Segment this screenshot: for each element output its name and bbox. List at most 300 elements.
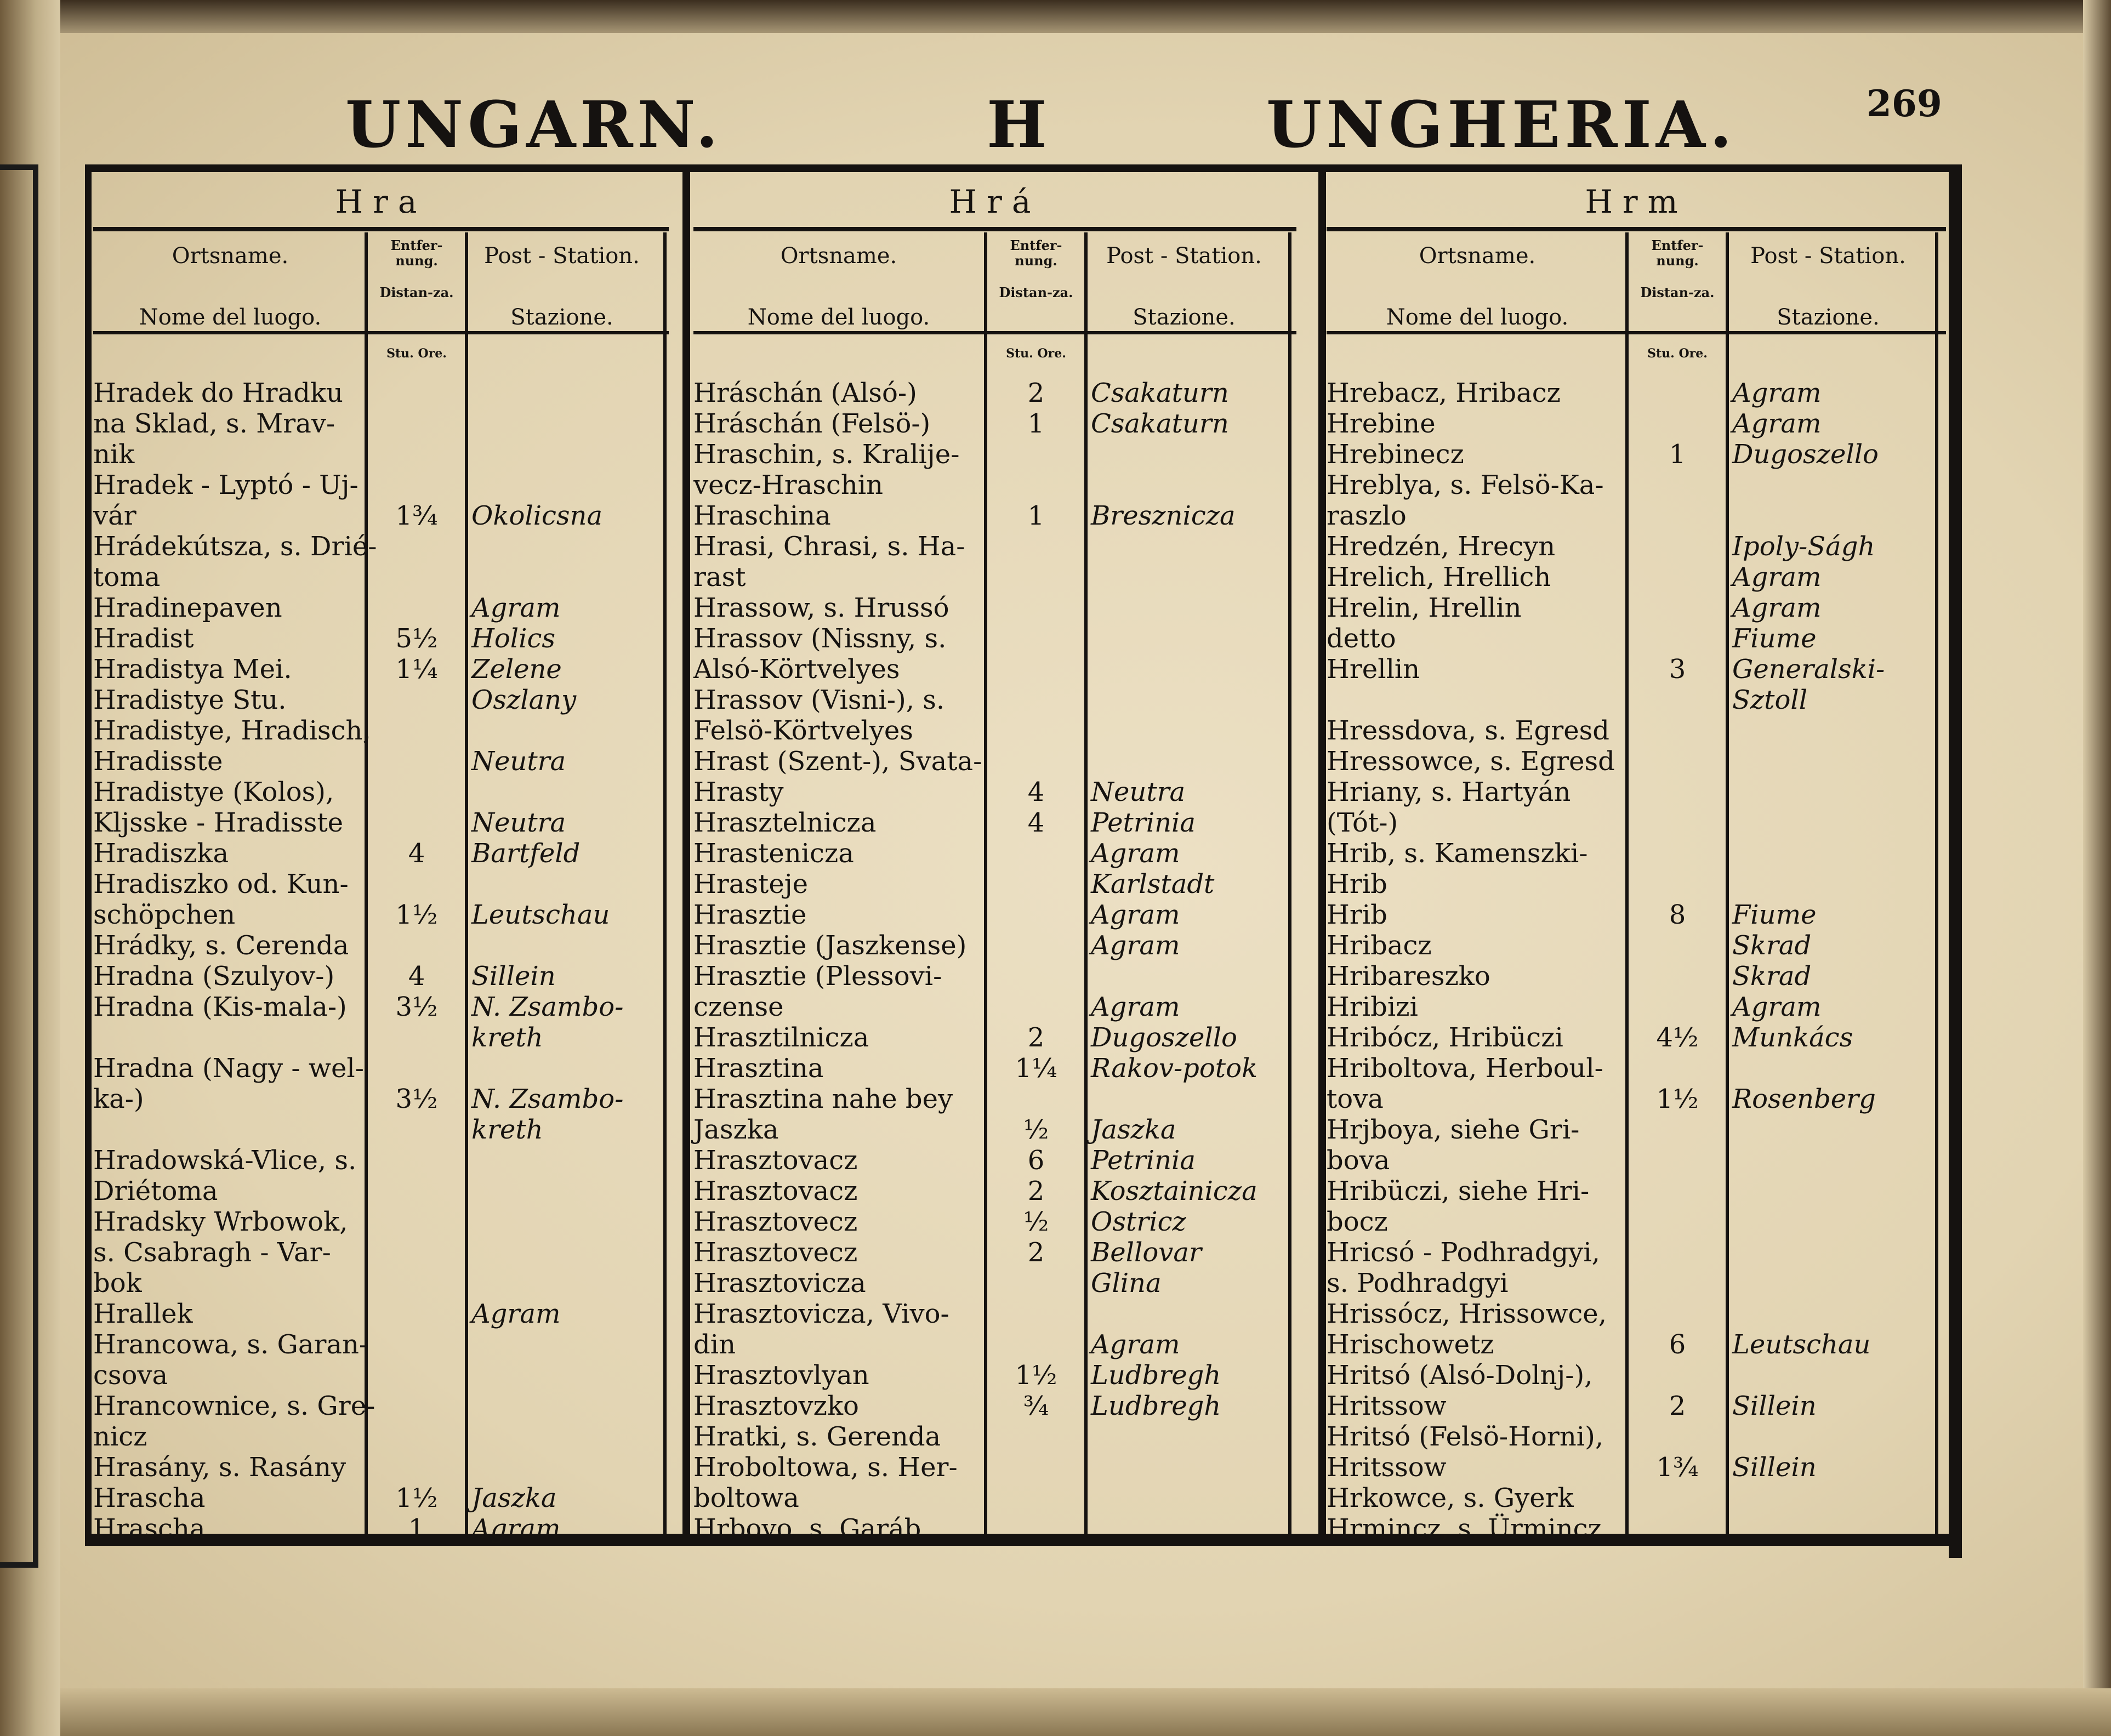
distance-value: 4 bbox=[408, 961, 425, 992]
page-right-edge bbox=[2083, 0, 2111, 1736]
column-rule bbox=[1288, 232, 1291, 1534]
table-row bbox=[693, 531, 1277, 562]
table-row bbox=[93, 470, 652, 500]
distance-value: 1¼ bbox=[395, 654, 438, 685]
table-row bbox=[93, 746, 652, 777]
place-name: Hriboltova, Herboul- bbox=[1327, 1053, 1603, 1084]
post-station: Rosenberg bbox=[1732, 1084, 1876, 1114]
section-title: Hrm bbox=[1585, 183, 1688, 220]
post-station: Sztoll bbox=[1732, 685, 1808, 715]
table-row bbox=[93, 1391, 652, 1421]
post-station: Ludbregh bbox=[1091, 1391, 1221, 1421]
section-title: Hra bbox=[335, 183, 427, 220]
place-name: Hrasztie (Plessovi- bbox=[693, 961, 942, 992]
post-station: Generalski- bbox=[1732, 654, 1885, 685]
post-station: Agram bbox=[1732, 593, 1822, 623]
place-name: Hradistye Stu. bbox=[93, 685, 287, 715]
table-row bbox=[93, 900, 652, 930]
running-head-right: UNGHERIA. bbox=[1266, 88, 1737, 162]
header-place-name-de: Ortsname. bbox=[780, 243, 897, 269]
place-name: Hrib bbox=[1327, 869, 1387, 900]
post-station: Rakov-potok bbox=[1091, 1053, 1258, 1084]
place-name: Hrkowce, s. Gyerk bbox=[1327, 1483, 1574, 1513]
place-name: Alsó-Körtvelyes bbox=[693, 654, 900, 685]
place-name: raszlo bbox=[1327, 500, 1407, 531]
place-name: Hradistye (Kolos), bbox=[93, 777, 334, 807]
place-name: Hrib, s. Kamenszki- bbox=[1327, 838, 1588, 869]
place-name: Hressowce, s. Egresd bbox=[1327, 746, 1615, 777]
table-row bbox=[693, 1421, 1277, 1452]
place-name: Kljsske - Hradisste bbox=[93, 807, 344, 838]
table-row bbox=[93, 1452, 652, 1483]
place-name: Hredzén, Hrecyn bbox=[1327, 531, 1556, 562]
post-station: Jaszka bbox=[1091, 1114, 1176, 1145]
table-row bbox=[1327, 807, 1924, 838]
place-name: Hrasány, s. Rasány bbox=[93, 1452, 346, 1483]
table-row bbox=[1327, 470, 1924, 500]
post-station: Zelene bbox=[471, 654, 562, 685]
table-row bbox=[93, 838, 652, 869]
place-name: Hrellin bbox=[1327, 654, 1420, 685]
table-row bbox=[93, 961, 652, 992]
place-name: Hrelin, Hrellin bbox=[1327, 593, 1522, 623]
place-name: Hrasztovicza bbox=[693, 1268, 866, 1299]
table-row bbox=[693, 838, 1277, 869]
header-rule bbox=[1327, 331, 1946, 334]
distance-value: 1¾ bbox=[1656, 1452, 1699, 1483]
distance-value: 1¾ bbox=[395, 500, 438, 531]
table-row bbox=[93, 378, 652, 408]
place-name: Hrádekútsza, s. Drié- bbox=[93, 531, 377, 562]
table-row bbox=[693, 439, 1277, 470]
header-post-station bbox=[471, 243, 652, 330]
table-row bbox=[693, 1329, 1277, 1360]
post-station: Agram bbox=[1732, 378, 1822, 408]
place-name: Hrasty bbox=[693, 777, 784, 807]
place-name: na Sklad, s. Mrav- bbox=[93, 408, 335, 439]
table-row bbox=[93, 439, 652, 470]
post-station: N. Zsambo- bbox=[471, 1084, 624, 1114]
table-row bbox=[93, 562, 652, 593]
post-station: Ostricz bbox=[1091, 1206, 1186, 1237]
table-row bbox=[693, 992, 1277, 1022]
post-station: Sillein bbox=[471, 961, 556, 992]
post-station: Bellovar bbox=[1091, 1237, 1202, 1268]
table-row bbox=[1327, 715, 1924, 746]
header-post-station-it: Stazione. bbox=[510, 305, 613, 330]
place-name: Hrischowetz bbox=[1327, 1329, 1494, 1360]
table-row bbox=[693, 1452, 1277, 1483]
distance-value: ½ bbox=[1023, 1206, 1049, 1237]
place-name: Hradna (Szulyov-) bbox=[93, 961, 335, 992]
distance-value: 1¼ bbox=[1015, 1053, 1057, 1084]
table-row bbox=[1327, 746, 1924, 777]
table-row bbox=[1327, 623, 1924, 654]
table-row bbox=[1327, 654, 1924, 685]
table-row bbox=[93, 1329, 652, 1360]
table-row bbox=[693, 1299, 1277, 1329]
place-name: Hribizi bbox=[1327, 992, 1418, 1022]
distance-value: ½ bbox=[1023, 1114, 1049, 1145]
table-row bbox=[1327, 1299, 1924, 1329]
place-name: rast bbox=[693, 562, 746, 593]
place-name: Hradistye, Hradisch, bbox=[93, 715, 371, 746]
place-name: Hrasteje bbox=[693, 869, 809, 900]
table-row bbox=[93, 1483, 652, 1513]
place-name: Hribüczi, siehe Hri- bbox=[1327, 1176, 1590, 1206]
table-row bbox=[1327, 838, 1924, 869]
place-name: Hressdova, s. Egresd bbox=[1327, 715, 1609, 746]
table-row bbox=[93, 500, 652, 531]
place-name: vár bbox=[93, 500, 136, 531]
section-title-rule bbox=[93, 227, 669, 231]
table-row bbox=[1327, 1176, 1924, 1206]
post-station: Bresznicza bbox=[1091, 500, 1236, 531]
header-place-name bbox=[693, 243, 984, 330]
table-row bbox=[693, 746, 1277, 777]
place-name: Hraschina bbox=[693, 500, 831, 531]
header-post-station bbox=[1732, 243, 1924, 330]
post-station: Oszlany bbox=[471, 685, 577, 715]
place-name: Driétoma bbox=[93, 1176, 218, 1206]
place-name: Hreblya, s. Felsö-Ka- bbox=[1327, 470, 1604, 500]
table-row bbox=[693, 777, 1277, 807]
place-name: Hrissócz, Hrissowce, bbox=[1327, 1299, 1607, 1329]
section-title: Hrá bbox=[949, 183, 1041, 220]
table-row bbox=[693, 1237, 1277, 1268]
place-name: Hradna (Nagy - wel- bbox=[93, 1053, 364, 1084]
table-row bbox=[693, 1176, 1277, 1206]
table-row bbox=[93, 1053, 652, 1084]
section-title-rule bbox=[1327, 227, 1946, 231]
place-name: Hradisste bbox=[93, 746, 223, 777]
header-distance bbox=[1631, 238, 1724, 300]
table-row bbox=[1327, 408, 1924, 439]
header-post-station-de: Post - Station. bbox=[1750, 243, 1906, 269]
place-name: Hritssow bbox=[1327, 1452, 1447, 1483]
running-head-left: UNGARN. bbox=[345, 88, 722, 162]
place-name: Hradsky Wrbowok, bbox=[93, 1206, 348, 1237]
post-station: Agram bbox=[1732, 992, 1822, 1022]
distance-value: 2 bbox=[1027, 1237, 1045, 1268]
place-name: Hrbovo, s. Garáb bbox=[693, 1513, 921, 1544]
table-row bbox=[1327, 531, 1924, 562]
header-post-station bbox=[1091, 243, 1277, 330]
table-row bbox=[93, 1114, 652, 1145]
table-row bbox=[1327, 1452, 1924, 1483]
table-row bbox=[1327, 1268, 1924, 1299]
table-frame-right-border bbox=[1949, 164, 1962, 1558]
post-station: Glina bbox=[1091, 1268, 1162, 1299]
table-row bbox=[1327, 1329, 1924, 1360]
place-name: Hrasztovacz bbox=[693, 1176, 858, 1206]
table-row bbox=[1327, 777, 1924, 807]
table-row bbox=[1327, 378, 1924, 408]
header-place-name bbox=[93, 243, 367, 330]
place-name: Hradiszko od. Kun- bbox=[93, 869, 349, 900]
table-row bbox=[93, 715, 652, 746]
table-row bbox=[93, 1237, 652, 1268]
place-name: (Tót-) bbox=[1327, 807, 1398, 838]
table-row bbox=[93, 1360, 652, 1391]
place-name: Hrasztie bbox=[693, 900, 807, 930]
place-name: Hrebine bbox=[1327, 408, 1436, 439]
post-station: Csakaturn bbox=[1091, 378, 1229, 408]
place-name: Hrasztovzko bbox=[693, 1391, 859, 1421]
place-name: Hrádky, s. Cerenda bbox=[93, 930, 349, 961]
table-row bbox=[1327, 1114, 1924, 1145]
column-rule bbox=[1935, 232, 1938, 1534]
post-station: Agram bbox=[1732, 408, 1822, 439]
place-name: Hrasztie (Jaszkense) bbox=[693, 930, 967, 961]
place-name: Hradek do Hradku bbox=[93, 378, 343, 408]
table-row bbox=[93, 685, 652, 715]
place-name: Hradek - Lyptó - Uj- bbox=[93, 470, 359, 500]
table-row bbox=[693, 1391, 1277, 1421]
page-bottom-edge bbox=[60, 1688, 2111, 1736]
place-name: Hrancowa, s. Garan- bbox=[93, 1329, 368, 1360]
place-name: vecz-Hraschin bbox=[693, 470, 884, 500]
table-row bbox=[693, 1084, 1277, 1114]
table-row bbox=[93, 1206, 652, 1237]
table-row bbox=[1327, 1421, 1924, 1452]
place-name: nik bbox=[93, 439, 135, 470]
post-station: Kosztainicza bbox=[1091, 1176, 1258, 1206]
column-separator bbox=[1318, 172, 1326, 1534]
section-column bbox=[693, 172, 1296, 1544]
distance-value: 4 bbox=[1027, 777, 1045, 807]
distance-value: 2 bbox=[1027, 1022, 1045, 1053]
place-name: Hritsó (Alsó-Dolnj-), bbox=[1327, 1360, 1593, 1391]
place-name: Hrebacz, Hribacz bbox=[1327, 378, 1561, 408]
distance-value: 2 bbox=[1669, 1391, 1686, 1421]
post-station: Neutra bbox=[471, 807, 566, 838]
table-row bbox=[693, 715, 1277, 746]
table-row bbox=[693, 1145, 1277, 1176]
header-place-name-it: Nome del luogo. bbox=[139, 305, 322, 330]
section-column bbox=[1327, 172, 1946, 1544]
place-name: Hrasztovicza, Vivo- bbox=[693, 1299, 949, 1329]
distance-value: 3 bbox=[1669, 654, 1686, 685]
distance-value: 1 bbox=[1669, 439, 1686, 470]
table-row bbox=[693, 623, 1277, 654]
table-row bbox=[693, 1053, 1277, 1084]
place-name: Hritssow bbox=[1327, 1391, 1447, 1421]
place-name: Hradistya Mei. bbox=[93, 654, 292, 685]
post-station: Agram bbox=[471, 1513, 561, 1544]
place-name: Hráschán (Felsö-) bbox=[693, 408, 931, 439]
header-place-name-de: Ortsname. bbox=[172, 243, 289, 269]
place-name: Hrib bbox=[1327, 900, 1387, 930]
place-name: Jaszka bbox=[693, 1114, 779, 1145]
table-row bbox=[1327, 1391, 1924, 1421]
table-row bbox=[93, 1513, 652, 1544]
header-distance bbox=[989, 238, 1083, 300]
post-station: Karlstadt bbox=[1091, 869, 1215, 900]
place-name: ka-) bbox=[93, 1084, 144, 1114]
place-name: Hrasztina bbox=[693, 1053, 824, 1084]
distance-unit-label: Stu. Ore. bbox=[1647, 346, 1708, 361]
place-name: Hriany, s. Hartyán bbox=[1327, 777, 1571, 807]
place-name: din bbox=[693, 1329, 736, 1360]
table-row bbox=[93, 1022, 652, 1053]
table-row bbox=[93, 1084, 652, 1114]
place-name: Hradna (Kis-mala-) bbox=[93, 992, 347, 1022]
table-row bbox=[693, 500, 1277, 531]
distance-value: 1½ bbox=[1015, 1360, 1057, 1391]
place-name: Hrasztovacz bbox=[693, 1145, 858, 1176]
place-name: Hratki, s. Gerenda bbox=[693, 1421, 941, 1452]
distance-unit-label: Stu. Ore. bbox=[386, 346, 447, 361]
header-place-name-it: Nome del luogo. bbox=[1386, 305, 1569, 330]
post-station: Sillein bbox=[1732, 1452, 1817, 1483]
table-row bbox=[693, 900, 1277, 930]
header-distance-de: Entfer-nung. bbox=[390, 237, 443, 269]
place-name: Hrasztovecz bbox=[693, 1206, 858, 1237]
table-row bbox=[1327, 1053, 1924, 1084]
column-separator bbox=[682, 172, 690, 1534]
table-row bbox=[93, 1421, 652, 1452]
table-row bbox=[693, 654, 1277, 685]
table-row bbox=[693, 930, 1277, 961]
post-station: Munkács bbox=[1732, 1022, 1853, 1053]
table-row bbox=[93, 408, 652, 439]
distance-value: 1½ bbox=[395, 1483, 438, 1513]
distance-value: 8 bbox=[1669, 900, 1686, 930]
place-name: nicz bbox=[93, 1421, 147, 1452]
table-row bbox=[1327, 1206, 1924, 1237]
distance-value: 3½ bbox=[395, 1084, 438, 1114]
table-row bbox=[1327, 992, 1924, 1022]
page-top-edge bbox=[60, 0, 2111, 33]
table-row bbox=[1327, 685, 1924, 715]
header-distance-de: Entfer-nung. bbox=[1010, 237, 1062, 269]
header-post-station-it: Stazione. bbox=[1777, 305, 1880, 330]
table-row bbox=[1327, 930, 1924, 961]
post-station: Leutschau bbox=[471, 900, 610, 930]
post-station: Agram bbox=[1091, 992, 1180, 1022]
distance-value: 2 bbox=[1027, 378, 1045, 408]
table-row bbox=[693, 1114, 1277, 1145]
table-row bbox=[93, 777, 652, 807]
distance-value: 6 bbox=[1669, 1329, 1686, 1360]
table-row bbox=[1327, 1483, 1924, 1513]
table-row bbox=[693, 1022, 1277, 1053]
header-rule bbox=[693, 331, 1296, 334]
distance-value: 5½ bbox=[395, 623, 438, 654]
post-station: Csakaturn bbox=[1091, 408, 1229, 439]
table-row bbox=[93, 531, 652, 562]
place-name: s. Csabragh - Var- bbox=[93, 1237, 331, 1268]
post-station: Holics bbox=[471, 623, 555, 654]
post-station: Okolicsna bbox=[471, 500, 603, 531]
header-distance-it: Distan-za. bbox=[1640, 284, 1715, 300]
place-name: Hrelich, Hrellich bbox=[1327, 562, 1551, 593]
distance-value: 2 bbox=[1027, 1176, 1045, 1206]
table-row bbox=[1327, 562, 1924, 593]
place-name: Hritsó (Felsö-Horni), bbox=[1327, 1421, 1604, 1452]
place-name: Felsö-Körtvelyes bbox=[693, 715, 913, 746]
post-station: Leutschau bbox=[1732, 1329, 1871, 1360]
distance-unit-label: Stu. Ore. bbox=[1006, 346, 1066, 361]
place-name: detto bbox=[1327, 623, 1396, 654]
place-name: Hrascha bbox=[93, 1483, 206, 1513]
place-name: Hrassow, s. Hrussó bbox=[693, 593, 949, 623]
place-name: Hribócz, Hribüczi bbox=[1327, 1022, 1563, 1053]
table-row bbox=[693, 562, 1277, 593]
distance-value: 1½ bbox=[395, 900, 438, 930]
table-row bbox=[1327, 1022, 1924, 1053]
header-place-name-de: Ortsname. bbox=[1419, 243, 1536, 269]
header-post-station-de: Post - Station. bbox=[1106, 243, 1262, 269]
distance-value: ¾ bbox=[1023, 1391, 1049, 1421]
table-row bbox=[1327, 1084, 1924, 1114]
distance-value: 3½ bbox=[395, 992, 438, 1022]
table-row bbox=[93, 930, 652, 961]
table-row bbox=[93, 807, 652, 838]
header-place-name-it: Nome del luogo. bbox=[747, 305, 930, 330]
header-distance bbox=[370, 238, 463, 300]
header-rule bbox=[93, 331, 669, 334]
distance-value: 4 bbox=[1027, 807, 1045, 838]
place-name: bocz bbox=[1327, 1206, 1388, 1237]
table-row bbox=[93, 1268, 652, 1299]
place-name: Hroboltowa, s. Her- bbox=[693, 1452, 958, 1483]
post-station: Agram bbox=[1091, 930, 1180, 961]
header-post-station-de: Post - Station. bbox=[484, 243, 640, 269]
distance-value: 1 bbox=[408, 1513, 425, 1544]
table-row bbox=[693, 470, 1277, 500]
post-station: Dugoszello bbox=[1732, 439, 1879, 470]
post-station: Bartfeld bbox=[471, 838, 581, 869]
distance-value: 1 bbox=[1027, 500, 1045, 531]
table-row bbox=[93, 992, 652, 1022]
post-station: Dugoszello bbox=[1091, 1022, 1237, 1053]
table-row bbox=[1327, 593, 1924, 623]
post-station: N. Zsambo- bbox=[471, 992, 624, 1022]
place-name: schöpchen bbox=[93, 900, 236, 930]
post-station: Petrinia bbox=[1091, 1145, 1196, 1176]
table-row bbox=[693, 961, 1277, 992]
table-row bbox=[693, 807, 1277, 838]
post-station: Agram bbox=[471, 593, 561, 623]
running-head-letter: H bbox=[987, 88, 1051, 162]
table-row bbox=[693, 1513, 1277, 1544]
place-name: bova bbox=[1327, 1145, 1390, 1176]
place-name: Hradist bbox=[93, 623, 194, 654]
place-name: Hrasztilnicza bbox=[693, 1022, 869, 1053]
place-name: Hrallek bbox=[93, 1299, 193, 1329]
place-name: Hrasi, Chrasi, s. Ha- bbox=[693, 531, 965, 562]
table-row bbox=[693, 408, 1277, 439]
table-row bbox=[1327, 900, 1924, 930]
distance-value: 4 bbox=[408, 838, 425, 869]
table-row bbox=[1327, 1513, 1924, 1544]
place-name: Hribareszko bbox=[1327, 961, 1490, 992]
place-name: Hráschán (Alsó-) bbox=[693, 378, 917, 408]
place-name: Hrasztovlyan bbox=[693, 1360, 869, 1391]
post-station: Agram bbox=[1091, 1329, 1180, 1360]
distance-value: 1 bbox=[1027, 408, 1045, 439]
place-name: Hrassov (Visni-), s. bbox=[693, 685, 945, 715]
post-station: Fiume bbox=[1732, 900, 1817, 930]
post-station: Jaszka bbox=[471, 1483, 557, 1513]
table-row bbox=[93, 1299, 652, 1329]
place-name: tova bbox=[1327, 1084, 1384, 1114]
post-station: kreth bbox=[471, 1022, 543, 1053]
table-row bbox=[93, 593, 652, 623]
place-name: Hrjboya, siehe Gri- bbox=[1327, 1114, 1580, 1145]
